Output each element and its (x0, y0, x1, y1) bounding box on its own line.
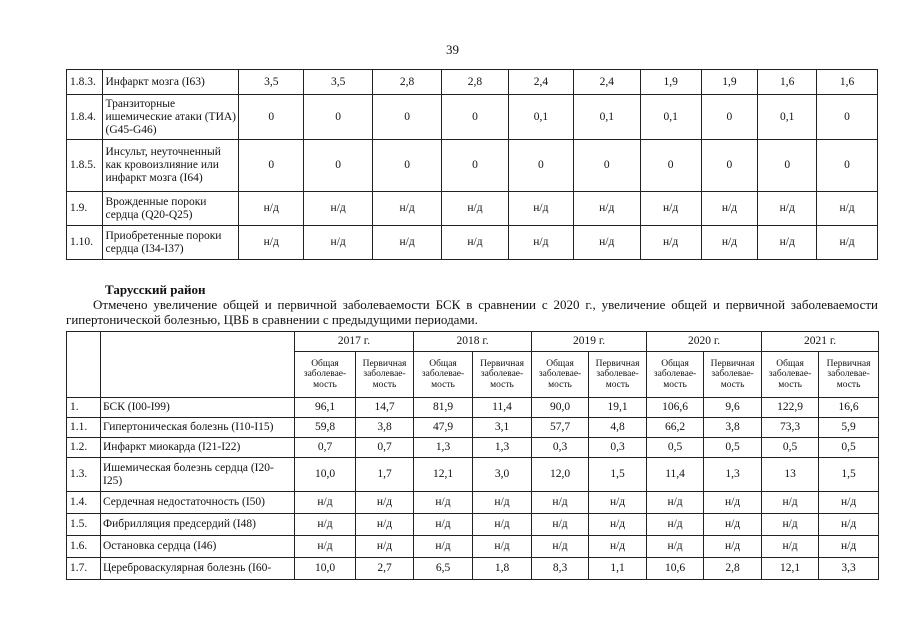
value-cell: н/д (758, 226, 817, 260)
value-cell: н/д (589, 492, 647, 514)
value-cell: н/д (762, 492, 819, 514)
value-cell: н/д (473, 536, 532, 558)
value-cell: 0 (701, 140, 758, 192)
value-cell: н/д (304, 226, 373, 260)
value-cell: 66,2 (647, 418, 704, 438)
value-cell: н/д (819, 492, 879, 514)
value-cell: 11,4 (473, 398, 532, 418)
table-row (67, 558, 879, 580)
value-cell: 1,5 (589, 458, 647, 492)
value-cell: 2,7 (356, 558, 414, 580)
value-cell: 0,3 (589, 438, 647, 458)
value-cell: н/д (414, 536, 473, 558)
value-cell: 3,8 (704, 418, 762, 438)
value-cell: н/д (704, 514, 762, 536)
row-index: 1.1. (67, 418, 101, 438)
value-cell: н/д (239, 192, 304, 226)
header-empty-idx (67, 332, 101, 398)
value-cell: 16,6 (819, 398, 879, 418)
section-title: Тарусский район (105, 282, 206, 297)
value-cell: н/д (414, 492, 473, 514)
table-row (67, 492, 879, 514)
value-cell: 0 (758, 140, 817, 192)
row-name: Приобретенные пороки сердца (I34-I37) (103, 226, 239, 260)
value-cell: 57,7 (532, 418, 589, 438)
row-index: 1.8.4. (67, 95, 103, 140)
value-cell: 1,9 (640, 70, 701, 95)
value-cell: 0,1 (640, 95, 701, 140)
value-cell: 10,0 (295, 458, 356, 492)
row-name: Остановка сердца (I46) (101, 536, 295, 558)
value-cell: 0 (442, 140, 509, 192)
table-continuation (66, 69, 878, 260)
value-cell: н/д (356, 536, 414, 558)
value-cell: н/д (647, 536, 704, 558)
subheader-primary: Первичная заболевае-мость (704, 352, 762, 398)
value-cell: н/д (640, 226, 701, 260)
value-cell: 0,3 (532, 438, 589, 458)
value-cell: 1,3 (473, 438, 532, 458)
table-row (67, 536, 879, 558)
value-cell: 1,7 (356, 458, 414, 492)
row-name: Гипертоническая болезнь (I10-I15) (101, 418, 295, 438)
value-cell: 3,1 (473, 418, 532, 438)
value-cell: н/д (442, 192, 509, 226)
row-index: 1.5. (67, 514, 101, 536)
value-cell: 3,5 (239, 70, 304, 95)
value-cell: 0 (817, 95, 878, 140)
value-cell: н/д (532, 514, 589, 536)
value-cell: 8,3 (532, 558, 589, 580)
value-cell: н/д (373, 192, 442, 226)
value-cell: 0,7 (295, 438, 356, 458)
value-cell: н/д (473, 514, 532, 536)
row-index: 1.10. (67, 226, 103, 260)
value-cell: 122,9 (762, 398, 819, 418)
value-cell: 2,4 (573, 70, 640, 95)
table-row (67, 70, 878, 95)
section-paragraph: Отмечено увеличение общей и первичной заболеваемости БСК в сравнении с 2020 г., увеличение общей и первичной заболеваемости гипертонической болезнью, ЦВБ в сравнении с предыдущими периодами. (66, 297, 878, 327)
value-cell: 0,5 (819, 438, 879, 458)
value-cell: 0,5 (647, 438, 704, 458)
year-header: 2020 г. (647, 332, 762, 352)
value-cell: н/д (532, 536, 589, 558)
row-index: 1.7. (67, 558, 101, 580)
value-cell: н/д (473, 492, 532, 514)
value-cell: 19,1 (589, 398, 647, 418)
value-cell: н/д (295, 536, 356, 558)
subheader-general: Общая заболевае-мость (647, 352, 704, 398)
value-cell: 2,8 (442, 70, 509, 95)
value-cell: н/д (589, 514, 647, 536)
value-cell: н/д (762, 536, 819, 558)
value-cell: 3,0 (473, 458, 532, 492)
row-index: 1.9. (67, 192, 103, 226)
row-index: 1.8.3. (67, 70, 103, 95)
value-cell: 3,3 (819, 558, 879, 580)
value-cell: 1,5 (819, 458, 879, 492)
row-name: Фибрилляция предсердий (I48) (101, 514, 295, 536)
value-cell: н/д (704, 536, 762, 558)
value-cell: 0,7 (356, 438, 414, 458)
value-cell: н/д (573, 226, 640, 260)
value-cell: 0 (573, 140, 640, 192)
value-cell: 0,1 (508, 95, 573, 140)
value-cell: н/д (704, 492, 762, 514)
value-cell: н/д (304, 192, 373, 226)
value-cell: 12,1 (762, 558, 819, 580)
value-cell: 0,1 (573, 95, 640, 140)
table-row (67, 398, 879, 418)
value-cell: н/д (819, 536, 879, 558)
value-cell: 0 (640, 140, 701, 192)
value-cell: 0,5 (762, 438, 819, 458)
value-cell: н/д (356, 492, 414, 514)
value-cell: 0,1 (758, 95, 817, 140)
row-name: БСК (I00-I99) (101, 398, 295, 418)
value-cell: 73,3 (762, 418, 819, 438)
subheader-general: Общая заболевае-мость (762, 352, 819, 398)
value-cell: 0 (701, 95, 758, 140)
value-cell: 106,6 (647, 398, 704, 418)
value-cell: 4,8 (589, 418, 647, 438)
value-cell: н/д (295, 514, 356, 536)
table-row (67, 438, 879, 458)
value-cell: н/д (701, 192, 758, 226)
value-cell: 3,8 (356, 418, 414, 438)
row-name: Цереброваскулярная болезнь (I60- (101, 558, 295, 580)
table-row (67, 458, 879, 492)
value-cell: 1,8 (473, 558, 532, 580)
row-name: Инфаркт мозга (I63) (103, 70, 239, 95)
subheader-general: Общая заболевае-мость (532, 352, 589, 398)
row-index: 1.2. (67, 438, 101, 458)
value-cell: 1,6 (758, 70, 817, 95)
value-cell: 1,9 (701, 70, 758, 95)
value-cell: н/д (508, 226, 573, 260)
value-cell: 59,8 (295, 418, 356, 438)
row-index: 1.6. (67, 536, 101, 558)
value-cell: н/д (640, 192, 701, 226)
value-cell: 90,0 (532, 398, 589, 418)
row-name: Инфаркт миокарда (I21-I22) (101, 438, 295, 458)
row-index: 1.3. (67, 458, 101, 492)
row-index: 1. (67, 398, 101, 418)
value-cell: н/д (508, 192, 573, 226)
year-header: 2019 г. (532, 332, 647, 352)
value-cell: 1,3 (704, 458, 762, 492)
value-cell: 13 (762, 458, 819, 492)
row-index: 1.8.5. (67, 140, 103, 192)
value-cell: 1,3 (414, 438, 473, 458)
value-cell: 0 (373, 95, 442, 140)
value-cell: 47,9 (414, 418, 473, 438)
value-cell: н/д (414, 514, 473, 536)
value-cell: н/д (573, 192, 640, 226)
row-name: Инсульт, неуточненный как кровоизлияние или инфаркт мозга (I64) (103, 140, 239, 192)
value-cell: 12,0 (532, 458, 589, 492)
table-row (67, 514, 879, 536)
table-row (67, 226, 878, 260)
value-cell: 2,8 (704, 558, 762, 580)
year-header: 2018 г. (414, 332, 532, 352)
table-tarussky (66, 331, 879, 580)
value-cell: 0 (817, 140, 878, 192)
value-cell: 12,1 (414, 458, 473, 492)
value-cell: н/д (239, 226, 304, 260)
value-cell: 2,4 (508, 70, 573, 95)
value-cell: 0 (442, 95, 509, 140)
row-name: Ишемическая болезнь сердца (I20-I25) (101, 458, 295, 492)
subheader-primary: Первичная заболевае-мость (589, 352, 647, 398)
value-cell: 14,7 (356, 398, 414, 418)
value-cell: 5,9 (819, 418, 879, 438)
subheader-primary: Первичная заболевае-мость (819, 352, 879, 398)
subheader-general: Общая заболевае-мость (295, 352, 356, 398)
value-cell: 2,8 (373, 70, 442, 95)
value-cell: 81,9 (414, 398, 473, 418)
page-number: 39 (446, 42, 459, 57)
subheader-general: Общая заболевае-мость (414, 352, 473, 398)
row-name: Врожденные пороки сердца (Q20-Q25) (103, 192, 239, 226)
value-cell: н/д (817, 192, 878, 226)
value-cell: 6,5 (414, 558, 473, 580)
header-empty-name (101, 332, 295, 398)
value-cell: н/д (295, 492, 356, 514)
year-header: 2021 г. (762, 332, 879, 352)
value-cell: 0 (304, 95, 373, 140)
value-cell: н/д (647, 492, 704, 514)
value-cell: 1,1 (589, 558, 647, 580)
value-cell: н/д (762, 514, 819, 536)
row-name: Транзиторные ишемические атаки (ТИА) (G45-G46) (103, 95, 239, 140)
table-row (67, 95, 878, 140)
value-cell: 0,5 (704, 438, 762, 458)
value-cell: н/д (532, 492, 589, 514)
value-cell: 10,6 (647, 558, 704, 580)
value-cell: 9,6 (704, 398, 762, 418)
value-cell: н/д (701, 226, 758, 260)
year-header: 2017 г. (295, 332, 414, 352)
value-cell: 96,1 (295, 398, 356, 418)
value-cell: 0 (304, 140, 373, 192)
table-row (67, 140, 878, 192)
subheader-primary: Первичная заболевае-мость (473, 352, 532, 398)
table-row (67, 418, 879, 438)
subheader-primary: Первичная заболевае-мость (356, 352, 414, 398)
value-cell: 0 (508, 140, 573, 192)
value-cell: 10,0 (295, 558, 356, 580)
value-cell: 11,4 (647, 458, 704, 492)
value-cell: н/д (373, 226, 442, 260)
value-cell: н/д (758, 192, 817, 226)
value-cell: н/д (819, 514, 879, 536)
value-cell: 0 (373, 140, 442, 192)
value-cell: н/д (356, 514, 414, 536)
value-cell: 3,5 (304, 70, 373, 95)
row-name: Сердечная недостаточность (I50) (101, 492, 295, 514)
value-cell: н/д (647, 514, 704, 536)
value-cell: 0 (239, 140, 304, 192)
value-cell: 1,6 (817, 70, 878, 95)
value-cell: н/д (817, 226, 878, 260)
table-row (67, 192, 878, 226)
row-index: 1.4. (67, 492, 101, 514)
value-cell: 0 (239, 95, 304, 140)
value-cell: н/д (442, 226, 509, 260)
value-cell: н/д (589, 536, 647, 558)
